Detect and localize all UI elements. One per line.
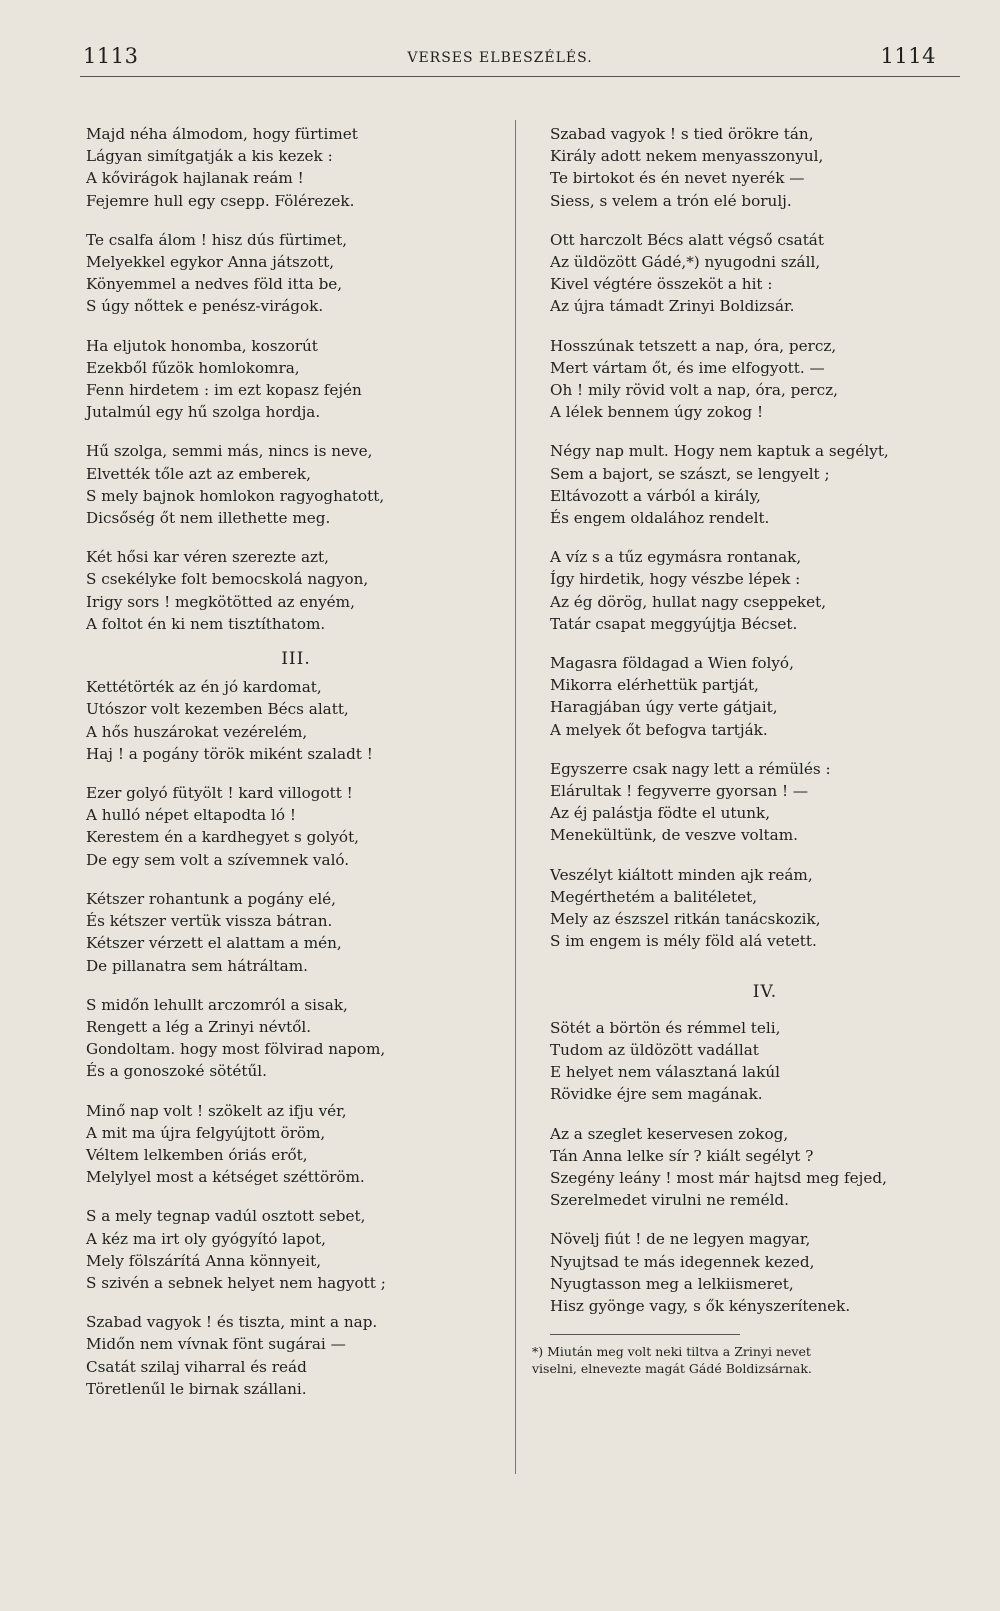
- right-stanzas-after-section: [550, 1017, 980, 1317]
- right-stanzas-before-section: [550, 123, 980, 953]
- column-divider: [515, 120, 516, 1474]
- verse-line: A foltot én ki nem tisztíthatom.: [86, 614, 326, 633]
- stanza: [550, 229, 980, 318]
- verse-line: Minő nap volt ! szökelt az ifju vér,: [86, 1101, 347, 1120]
- stanza: [86, 1100, 506, 1189]
- verse-line: Sem a bajort, se szászt, se lengyelt ;: [550, 464, 830, 483]
- verse-line: S szivén a sebnek helyet nem hagyott ;: [86, 1273, 386, 1292]
- verse-line: Rengett a lég a Zrinyi névtől.: [86, 1017, 312, 1036]
- verse-line: Véltem lelkemben óriás erőt,: [86, 1145, 308, 1164]
- verse-line: Haj ! a pogány török miként szaladt !: [86, 744, 373, 763]
- verse-line: Menekültünk, de veszve voltam.: [550, 826, 798, 845]
- footnote-line: *) Miután meg volt neki tiltva a Zrinyi nevet: [532, 1344, 811, 1360]
- page-number-left: 1113: [83, 44, 139, 68]
- verse-line: Szerelmedet virulni ne reméld.: [550, 1191, 789, 1210]
- verse-line: Te csalfa álom ! hisz dús fürtimet,: [86, 230, 348, 249]
- verse-line: Irigy sors ! megkötötted az enyém,: [86, 592, 355, 611]
- footnote-rule: [550, 1334, 740, 1335]
- verse-line: Ezekből fűzök homlokomra,: [86, 358, 300, 377]
- verse-line: Kétszer vérzett el alattam a mén,: [86, 934, 342, 953]
- verse-line: Gondoltam. hogy most fölvirad napom,: [86, 1040, 386, 1059]
- verse-line: Ezer golyó fütyölt ! kard villogott !: [86, 784, 353, 803]
- verse-line: És engem oldalához rendelt.: [550, 509, 770, 528]
- right-column: [532, 123, 980, 1377]
- verse-line: Az újra támadt Zrinyi Boldizsár.: [550, 297, 795, 316]
- section-heading-iii: III.: [281, 649, 311, 670]
- stanza: [550, 758, 980, 847]
- verse-line: Mert vártam őt, és ime elfogyott. —: [550, 358, 825, 377]
- running-title: VERSES ELBESZÉLÉS.: [407, 50, 593, 66]
- verse-line: Hosszúnak tetszett a nap, óra, percz,: [550, 336, 837, 355]
- verse-line: Jutalmúl egy hű szolga hordja.: [86, 403, 321, 422]
- verse-line: Növelj fiút ! de ne legyen magyar,: [550, 1230, 811, 1249]
- left-stanzas-before-section: [86, 123, 506, 635]
- verse-line: Melylyel most a kétséget széttöröm.: [86, 1168, 365, 1187]
- stanza: [550, 1123, 980, 1212]
- verse-line: A melyek őt befogva tartják.: [550, 720, 768, 739]
- verse-line: És kétszer vertük vissza bátran.: [86, 912, 333, 931]
- stanza: [86, 888, 506, 977]
- verse-line: Nyugtasson meg a lelkiismeret,: [550, 1274, 794, 1293]
- verse-line: Ha eljutok honomba, koszorút: [86, 336, 318, 355]
- verse-line: De egy sem volt a szívemnek való.: [86, 850, 350, 869]
- stanza: [550, 1017, 980, 1106]
- stanza: [86, 229, 506, 318]
- verse-line: Kerestem én a kardhegyet s golyót,: [86, 828, 359, 847]
- verse-line: Fenn hirdetem : im ezt kopasz fején: [86, 381, 362, 400]
- verse-line: A kővirágok hajlanak reám !: [86, 169, 304, 188]
- verse-line: Töretlenűl le birnak szállani.: [86, 1379, 307, 1398]
- verse-line: E helyet nem választaná lakúl: [550, 1063, 780, 1082]
- verse-line: Az üldözött Gádé,*) nyugodni száll,: [550, 253, 821, 272]
- verse-line: Rövidke éjre sem magának.: [550, 1085, 763, 1104]
- verse-line: Te birtokot és én nevet nyerék —: [550, 169, 805, 188]
- stanza: [550, 1228, 980, 1317]
- verse-line: Haragjában úgy verte gátjait,: [550, 698, 778, 717]
- verse-line: Ott harczolt Bécs alatt végső csatát: [550, 230, 824, 249]
- verse-line: Egyszerre csak nagy lett a rémülés :: [550, 759, 831, 778]
- stanza: [86, 1205, 506, 1294]
- verse-line: Utószor volt kezemben Bécs alatt,: [86, 700, 349, 719]
- verse-line: A hulló népet eltapodta ló !: [86, 806, 296, 825]
- verse-line: Tatár csapat meggyújtja Bécset.: [550, 614, 798, 633]
- verse-line: A mit ma újra felgyújtott öröm,: [86, 1123, 326, 1142]
- verse-line: Elvették tőle azt az emberek,: [86, 464, 311, 483]
- verse-line: Szabad vagyok ! és tiszta, mint a nap.: [86, 1313, 378, 1332]
- verse-line: Majd néha álmodom, hogy fürtimet: [86, 125, 358, 143]
- verse-line: Elárultak ! fegyverre gyorsan ! —: [550, 782, 809, 801]
- verse-line: Az a szeglet keservesen zokog,: [550, 1124, 789, 1143]
- footnote-line: viselni, elnevezte magát Gádé Boldizsárnak.: [532, 1361, 812, 1377]
- verse-line: Megérthetém a balitéletet,: [550, 887, 758, 906]
- verse-line: Hisz gyönge vagy, s ők kényszerítenek.: [550, 1296, 851, 1315]
- verse-line: S mely bajnok homlokon ragyoghatott,: [86, 486, 385, 505]
- verse-line: A víz s a tűz egymásra rontanak,: [550, 548, 802, 567]
- verse-line: A lélek bennem úgy zokog !: [550, 403, 764, 422]
- stanza: [550, 864, 980, 953]
- verse-line: S a mely tegnap vadúl osztott sebet,: [86, 1207, 366, 1226]
- verse-line: Az éj palástja födte el utunk,: [550, 804, 771, 823]
- section-heading-iv: IV.: [752, 981, 778, 1002]
- stanza: [550, 335, 980, 424]
- stanza: [86, 440, 506, 529]
- verse-line: Király adott nekem menyasszonyul,: [550, 147, 824, 166]
- verse-line: Így hirdetik, hogy vészbe lépek :: [550, 570, 801, 589]
- verse-line: Tudom az üldözött vadállat: [550, 1040, 759, 1059]
- page-number-right: 1114: [880, 44, 936, 68]
- verse-line: S midőn lehullt arczomról a sisak,: [86, 995, 348, 1014]
- verse-line: És a gonoszoké sötétűl.: [86, 1062, 267, 1081]
- verse-line: Lágyan simítgatják a kis kezek :: [86, 147, 333, 166]
- verse-line: Siess, s velem a trón elé borulj.: [550, 191, 792, 210]
- stanza: [86, 123, 506, 212]
- verse-line: A kéz ma irt oly gyógyító lapot,: [86, 1229, 326, 1248]
- stanza: [550, 440, 980, 529]
- verse-line: Veszélyt kiáltott minden ajk reám,: [550, 865, 813, 884]
- footnote: [532, 1343, 952, 1377]
- verse-line: S im engem is mély föld alá vetett.: [550, 932, 817, 951]
- verse-line: Eltávozott a várból a király,: [550, 486, 761, 505]
- verse-line: Tán Anna lelke sír ? kiált segélyt ?: [550, 1146, 814, 1165]
- left-stanzas-after-section: [86, 676, 506, 1400]
- stanza: [550, 652, 980, 741]
- verse-line: Mely fölszárítá Anna könnyeit,: [86, 1251, 322, 1270]
- verse-line: Fejemre hull egy csepp. Fölérezek.: [86, 191, 355, 210]
- verse-line: S csekélyke folt bemocskolá nagyon,: [86, 570, 369, 589]
- verse-line: Kétszer rohantunk a pogány elé,: [86, 889, 336, 908]
- verse-line: Könyemmel a nedves föld itta be,: [86, 275, 343, 294]
- verse-line: Hű szolga, semmi más, nincs is neve,: [86, 442, 373, 461]
- verse-line: Dicsőség őt nem illethette meg.: [86, 509, 331, 528]
- stanza: [86, 676, 506, 765]
- verse-line: Sötét a börtön és rémmel teli,: [550, 1018, 781, 1037]
- header-rule: [80, 76, 960, 77]
- verse-line: Négy nap mult. Hogy nem kaptuk a segélyt,: [550, 442, 889, 461]
- verse-line: De pillanatra sem hátráltam.: [86, 956, 308, 975]
- verse-line: Két hősi kar véren szerezte azt,: [86, 548, 329, 567]
- verse-line: Mikorra elérhettük partját,: [550, 676, 759, 695]
- stanza: [86, 782, 506, 871]
- verse-line: Szegény leány ! most már hajtsd meg fejed,: [550, 1168, 887, 1187]
- verse-line: Csatát szilaj viharral és reád: [86, 1357, 307, 1376]
- verse-line: A hős huszárokat vezérelém,: [86, 722, 308, 741]
- stanza: [86, 1311, 506, 1400]
- verse-line: Az ég dörög, hullat nagy cseppeket,: [550, 592, 827, 611]
- left-column: [86, 123, 506, 1417]
- stanza: [86, 994, 506, 1083]
- verse-line: S úgy nőttek e penész-virágok.: [86, 297, 324, 316]
- verse-line: Magasra földagad a Wien folyó,: [550, 654, 794, 673]
- stanza: [550, 546, 980, 635]
- verse-line: Kettétörték az én jó kardomat,: [86, 678, 322, 697]
- verse-line: Mely az észszel ritkán tanácskozik,: [550, 910, 821, 929]
- stanza: [86, 335, 506, 424]
- verse-line: Midőn nem vívnak fönt sugárai —: [86, 1335, 346, 1354]
- verse-line: Nyujtsad te más idegennek kezed,: [550, 1252, 815, 1271]
- verse-line: Szabad vagyok ! s tied örökre tán,: [550, 125, 814, 143]
- verse-line: Oh ! mily rövid volt a nap, óra, percz,: [550, 381, 838, 400]
- verse-line: Melyekkel egykor Anna játszott,: [86, 253, 335, 272]
- stanza: [550, 123, 980, 212]
- stanza: [86, 546, 506, 635]
- verse-line: Kivel végtére összeköt a hit :: [550, 275, 773, 294]
